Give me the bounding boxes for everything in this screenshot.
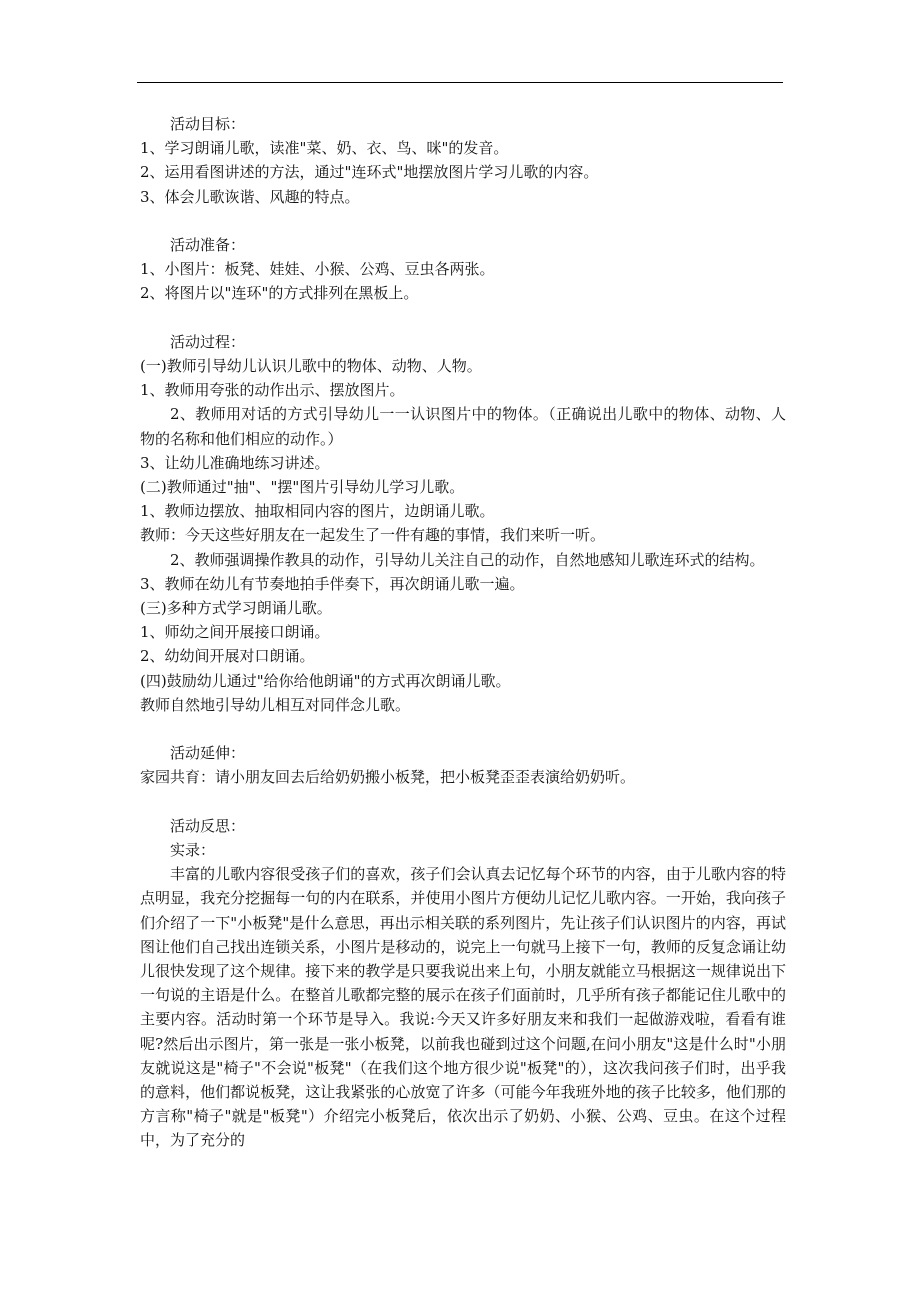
process-item: (四)鼓励幼儿通过"给你给他朗诵"的方式再次朗诵儿歌。 xyxy=(140,671,511,690)
process-item: 1、教师用夸张的动作出示、摆放图片。 xyxy=(140,381,405,400)
goals-item: 2、运用看图讲述的方法，通过"连环式"地摆放图片学习儿歌的内容。 xyxy=(140,163,599,182)
process-item: 2、教师用对话的方式引导幼儿一一认识图片中的物体。（正确说出儿歌中的物体、动物、人物的名称和他们相应的动作。） xyxy=(140,405,786,448)
section-gap xyxy=(140,790,786,814)
section-gap xyxy=(140,209,786,233)
process-item: (三)多种方式学习朗诵儿歌。 xyxy=(140,599,332,618)
process-heading: 活动过程： xyxy=(170,332,246,351)
reflection-subheading: 实录： xyxy=(170,841,216,860)
section-gap xyxy=(140,306,786,330)
prep-item: 1、小图片：板凳、娃娃、小猴、公鸡、豆虫各两张。 xyxy=(140,260,495,279)
reflection-heading: 活动反思： xyxy=(170,816,246,835)
goals-item: 3、体会儿歌诙谐、风趣的特点。 xyxy=(140,187,360,206)
header-rule xyxy=(137,82,783,83)
process-item: 2、幼幼间开展对口朗诵。 xyxy=(140,647,315,666)
process-item: 教师：今天这些好朋友在一起发生了一件有趣的事情，我们来听一听。 xyxy=(140,526,606,545)
prep-item: 2、将图片以"连环"的方式排列在黑板上。 xyxy=(140,284,419,303)
extension-heading: 活动延伸： xyxy=(170,744,246,763)
extension-item: 家园共育：请小朋友回去后给奶奶搬小板凳，把小板凳歪歪表演给奶奶听。 xyxy=(140,768,636,787)
process-item: 3、教师在幼儿有节奏地拍手伴奏下，再次朗诵儿歌一遍。 xyxy=(140,574,525,593)
goals-heading: 活动目标： xyxy=(170,115,246,133)
process-item: 3、让幼儿准确地练习讲述。 xyxy=(140,453,330,472)
process-item: 2、教师强调操作教具的动作，引导幼儿关注自己的动作，自然地感知儿歌连环式的结构。 xyxy=(170,550,765,569)
process-item: 1、教师边摆放、抽取相同内容的图片，边朗诵儿歌。 xyxy=(140,502,495,521)
document-body xyxy=(140,112,786,1153)
section-gap xyxy=(140,717,786,741)
process-item: 教师自然地引导幼儿相互对同伴念儿歌。 xyxy=(140,695,411,714)
process-item: (二)教师通过"抽"、"摆"图片引导幼儿学习儿歌。 xyxy=(140,478,465,497)
process-item: (一)教师引导幼儿认识儿歌中的物体、动物、人物。 xyxy=(140,357,482,375)
process-item: 1、师幼之间开展接口朗诵。 xyxy=(140,623,330,642)
reflection-paragraph: 丰富的儿歌内容很受孩子们的喜欢，孩子们会认真去记忆每个环节的内容，由于儿歌内容的特点明显，我充分挖掘每一句的内在联系，并使用小图片方便幼儿记忆儿歌内容。一开始，我向孩子们介绍了一下"小板凳"是什么意思，再出示相关联的系列图片，先让孩子们认识图片的内容，再试图让他们自己找出连锁关系，小图片是移动的，说完上一句就马上接下一句，教师的反复念诵让幼儿很快发现了这个规律。接下来的教学是只要我说出来上句，小朋友就能立马根据这一规律说出下一句说的主语是什么。在整首儿歌都完整的展示在孩子们面前时，几乎所有孩子都能记住儿歌中的主要内容。活动时第一个环节是导入。我说:今天又许多好朋友来和我们一起做游戏啦，看看有谁呢?然后出示图片，第一张是一张小板凳，以前我也碰到过这个问题,在问小朋友"这是什么时"小朋友就说这是"椅子"不会说"板凳"（在我们这个地方很少说"板凳"的），这次我问孩子们时，出乎我的意料，他们都说板凳，这让我紧张的心放宽了许多（可能今年我班外地的孩子比较多，他们那的方言称"椅子"就是"板凳"）介绍完小板凳后，依次出示了奶奶、小猴、公鸡、豆虫。在这个过程中，为了充分的 xyxy=(140,865,786,1150)
goals-item: 1、学习朗诵儿歌，读准"菜、奶、衣、鸟、咪"的发音。 xyxy=(140,139,509,158)
prep-heading: 活动准备： xyxy=(170,236,246,254)
